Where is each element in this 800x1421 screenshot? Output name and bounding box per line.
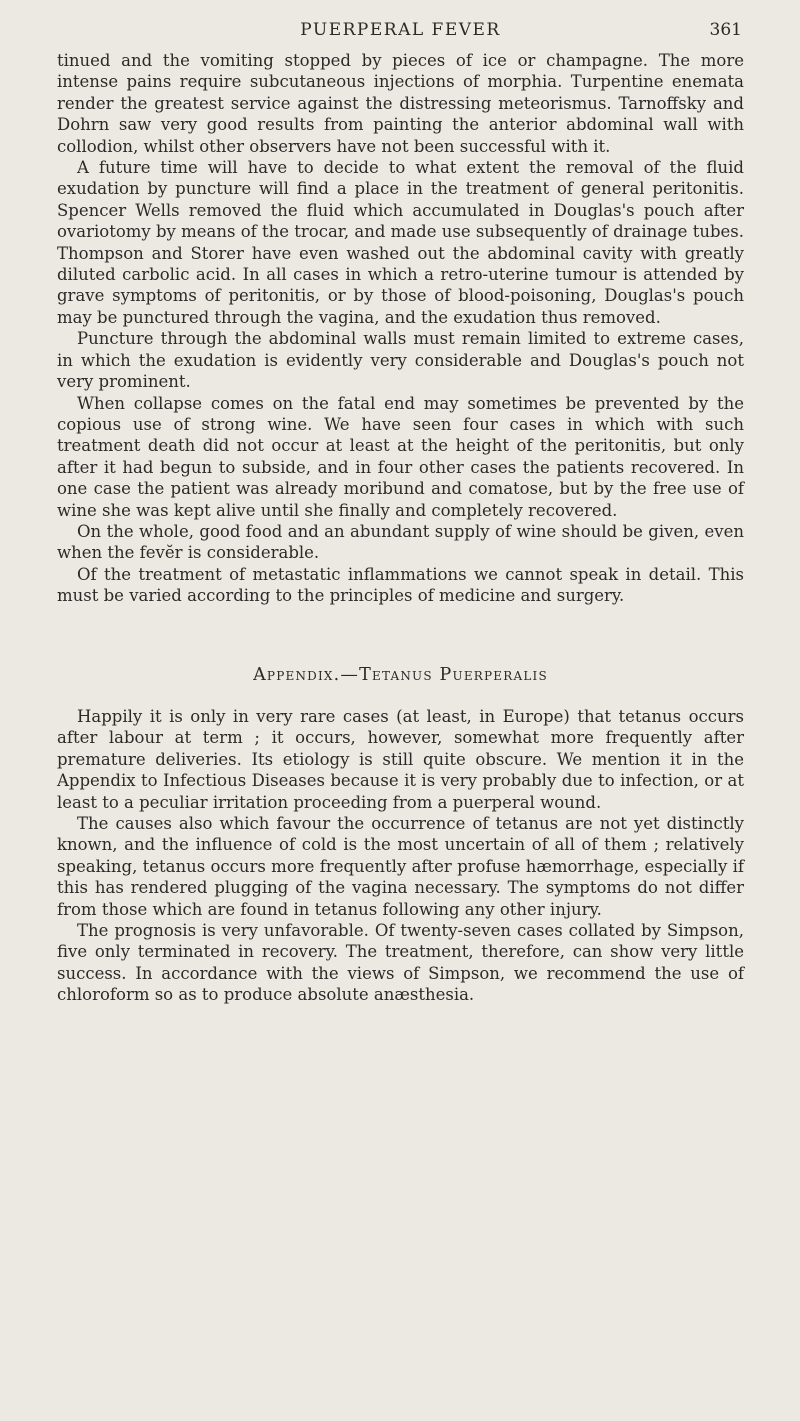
section-heading: Appendix.—Tetanus Puerperalis xyxy=(253,664,548,685)
paragraph: When collapse comes on the fatal end may sometimes be prevented by the copious use of strong wine. We have seen four cases in which with such treatment death did not occur at least at the height of the peritonitis, but only after it had begun to subside, and in four other cases the patients recovered. In one case the patient was already moribund and comatose, but by the free use of wine she was kept alive until she finally and completely recovered. xyxy=(57,393,744,520)
paragraph: A future time will have to decide to what extent the removal of the fluid exudation by puncture will find a place in the treatment of general peritonitis. Spencer Wells removed the fluid which accumulated in Douglas's pouch after ovariotomy by means of the trocar, and made use subsequently of drainage tubes. Thompson and Storer have even washed out the abdominal cavity with greatly diluted carbolic acid. In all cases in which a retro-uterine tumour is attended by grave symptoms of peritonitis, or by those of blood-poisoning, Douglas's pouch may be punctured through the vagina, and the exudation thus removed. xyxy=(57,158,744,327)
paragraph: Happily it is only in very rare cases (at least, in Europe) that tetanus occurs after labour at term ; it occurs, however, somewhat more frequently after premature deliveries. Its etiology is still quite obscure. We mention it in the Appendix to Infectious Diseases because it is very probably due to infection, or at least to a peculiar irritation proceeding from a puerperal wound. xyxy=(57,706,744,812)
paragraph: On the whole, good food and an abundant supply of wine should be given, even when the fevĕr is considerable. xyxy=(57,521,744,563)
paragraph: Puncture through the abdominal walls must remain limited to extreme cases, in which the exudation is evidently very considerable and Douglas's pouch not very prominent. xyxy=(57,329,744,392)
paragraph: The prognosis is very unfavorable. Of twenty-seven cases collated by Simpson, five only terminated in recovery. The treatment, therefore, can show very little success. In accordance with the views of Simpson, we recommend the use of chloroform so as to produce absolute anæsthesia. xyxy=(57,921,744,1005)
paragraph: The causes also which favour the occurrence of tetanus are not yet distinctly known, and the influence of cold is the most uncertain of all of them ; relatively speaking, tetanus occurs more frequently after profuse hæmorrhage, especially if this has rendered plugging of the vagina necessary. The symptoms do not differ from those which are found in tetanus following any other injury. xyxy=(57,814,744,919)
running-head xyxy=(57,20,744,46)
paragraph: Of the treatment of metastatic inflammations we cannot speak in detail. This must be varied according to the principles of medicine and surgery. xyxy=(57,564,744,606)
running-head-title: PUERPERAL FEVER xyxy=(300,20,501,40)
paragraph: tinued and the vomiting stopped by pieces of ice or champagne. The more intense pains require subcutaneous injections of morphia. Turpentine enemata render the greatest service against the distressing meteorismus. Tarnoffsky and Dohrn saw very good results from painting the anterior abdominal wall with collodion, whilst other observers have not been successful with it. xyxy=(57,51,744,156)
body-text xyxy=(57,50,744,1006)
page-number: 361 xyxy=(709,20,742,40)
